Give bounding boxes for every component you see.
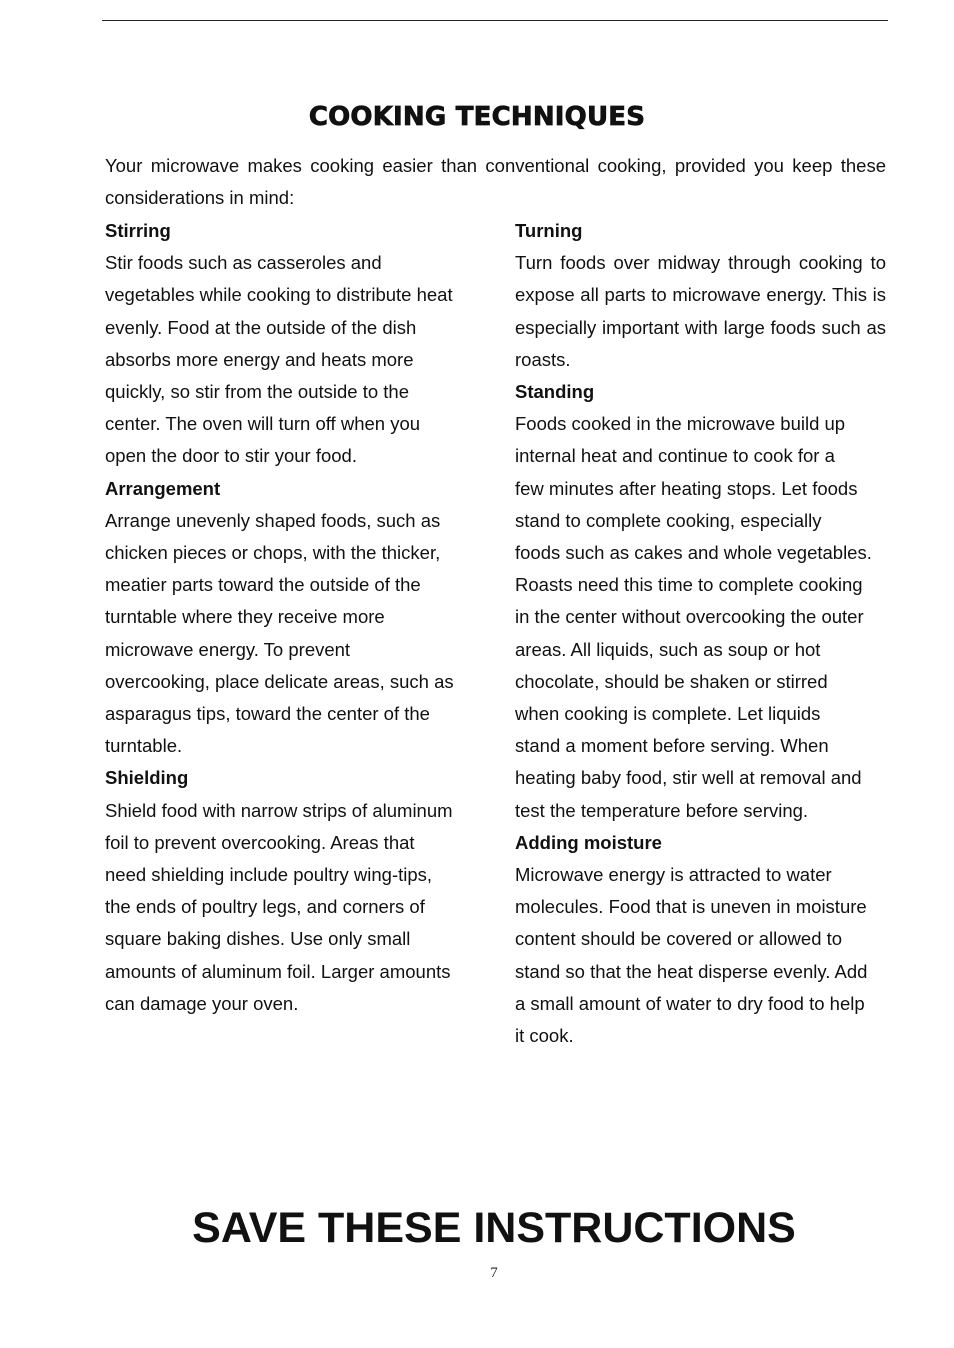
save-instructions-title: SAVE THESE INSTRUCTIONS [192,1204,796,1252]
section-heading: Arrangement [105,477,221,499]
section-body: Foods cooked in the microwave build up internal heat and continue to cook for a few minutes after heating stops. Let foods stand to complete cooking, especially foods such as cakes and whole vegetables. Roasts need this time to complete cooking in the center without overcooking the outer areas. All liquids, such as soup or hot chocolate, should be shaken or stirred when cooking is complete. Let liquids stand a moment before serving. When heating baby food, stir well at removal and test the temperature before serving. [515,413,872,821]
section-arrangement [105,473,476,763]
page-number: 7 [490,1265,498,1281]
right-column [515,215,886,1052]
intro-paragraph: Your microwave makes cooking easier than conventional cooking, provided you keep these considerations in mind: [105,155,886,209]
section-heading: Standing [515,381,595,403]
section-body: Turn foods over midway through cooking to expose all parts to microwave energy. This is especially important with large foods such as roasts. [515,252,886,370]
section-heading: Adding moisture [515,831,662,853]
section-body: Arrange unevenly shaped foods, such as chicken pieces or chops, with the thicker, meatier parts toward the outside of the turntable where they receive more microwave energy. To prevent overcooking, place delicate areas, such as asparagus tips, toward the center of the turntable. [105,509,454,757]
section-standing [515,376,886,827]
section-turning [515,215,886,376]
section-body: Stir foods such as casseroles and vegetables while cooking to distribute heat evenly. Food at the outside of the dish absorbs more energy and heats more quickly, so stir from the outside to the center. The oven will turn off when you open the door to stir your food. [105,252,453,467]
section-heading: Stirring [105,220,171,241]
section-body: Shield food with narrow strips of aluminum foil to prevent overcooking. Areas that need shielding include poultry wing-tips, the ends of poultry legs, and corners of square baking dishes. Use only small amounts of aluminum foil. Larger amounts can damage your oven. [105,799,453,1014]
left-column [105,215,476,1020]
header-rule [102,20,888,21]
section-adding-moisture [515,827,886,1052]
page-title: COOKING TECHNIQUES [308,102,646,132]
section-heading: Turning [515,220,583,241]
section-shielding [105,762,476,1020]
section-body: Microwave energy is attracted to water molecules. Food that is uneven in moisture content should be covered or allowed to stand so that the heat disperse evenly. Add a small amount of water to dry food to help it cook. [515,864,868,1047]
section-stirring [105,215,476,473]
section-heading: Shielding [105,767,189,789]
